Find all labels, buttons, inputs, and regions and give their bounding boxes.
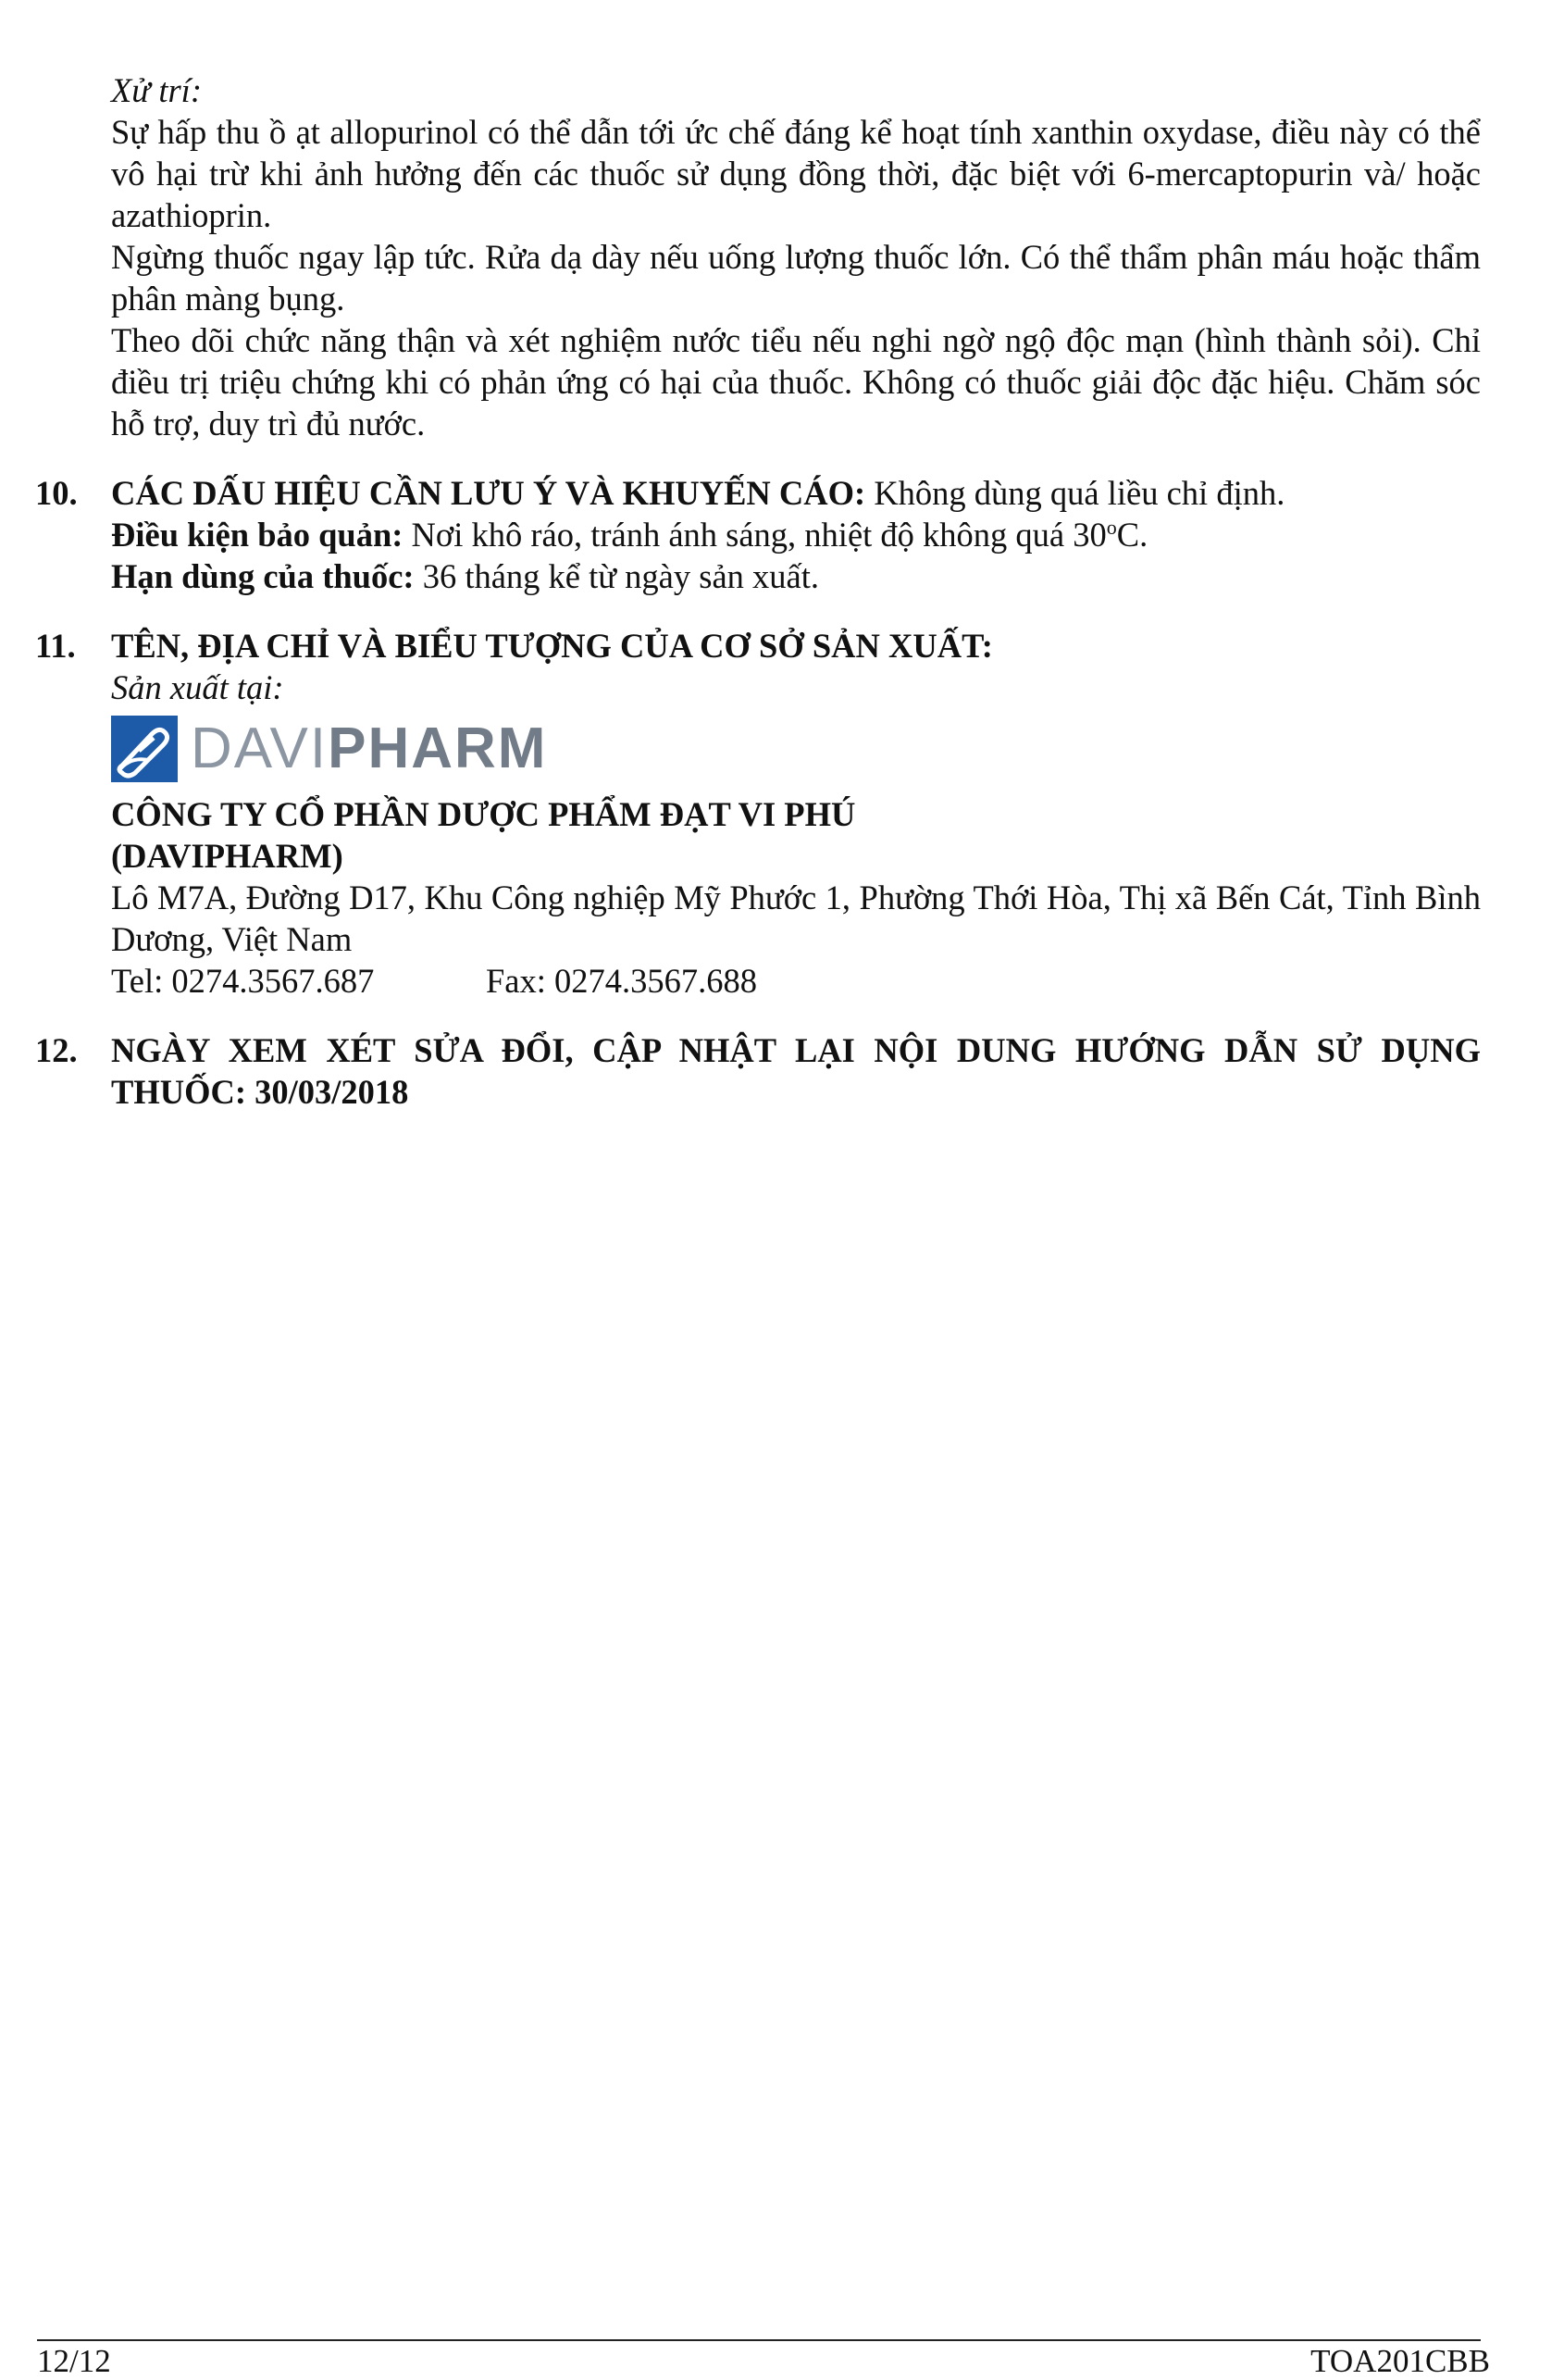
management-block <box>111 69 1481 444</box>
management-paragraph-1: Sự hấp thu ồ ạt allopurinol có thể dẫn tới ức chế đáng kể hoạt tính xanthin oxydase, điều này có thể vô hại trừ khi ảnh hưởng đến các thuốc sử dụng đồng thời, đặc biệt với 6-mercaptopurin và/ hoặc azathioprin. <box>111 113 1481 234</box>
logo-wordmark <box>191 716 547 782</box>
management-heading: Xử trí: <box>111 71 202 109</box>
capsule-icon <box>111 716 178 782</box>
section-title: NGÀY XEM XÉT SỬA ĐỔI, CẬP NHẬT LẠI NỘI DUNG HƯỚNG DẪN SỬ DỤNG THUỐC: 30/03/2018 <box>111 1031 1481 1111</box>
contact-line <box>111 960 1481 1002</box>
expiry-line <box>111 555 1481 597</box>
section-number: 11. <box>35 627 76 665</box>
made-at-label: Sản xuất tại: <box>111 668 284 706</box>
spacer <box>111 1002 1481 1029</box>
spacer <box>111 597 1481 625</box>
company-address: Lô M7A, Đường D17, Khu Công nghiệp Mỹ Phước 1, Phường Thới Hòa, Thị xã Bến Cát, Tỉnh Bình Dương, Việt Nam <box>111 878 1481 958</box>
section-number: 12. <box>35 1031 78 1069</box>
warnings-line <box>111 472 1481 514</box>
page-number: 12/12 <box>37 2343 111 2379</box>
spacer <box>111 444 1481 472</box>
document-body <box>35 69 1481 1113</box>
davipharm-logo <box>111 712 1481 786</box>
storage-text: Nơi khô ráo, tránh ánh sáng, nhiệt độ không quá 30 <box>403 516 1107 554</box>
company-short-name: (DAVIPHARM) <box>111 837 343 875</box>
section-10 <box>35 472 1481 597</box>
logo-mark-icon <box>111 716 178 782</box>
storage-end: C. <box>1116 516 1148 554</box>
expiry-text: 36 tháng kể từ ngày sản xuất. <box>414 557 819 595</box>
management-paragraph-3: Theo dõi chức năng thận và xét nghiệm nước tiểu nếu nghi ngờ ngộ độc mạn (hình thành sỏi). Chỉ điều trị triệu chứng khi có phản ứng có hại của thuốc. Không có thuốc giải độc đặc hiệu. Chăm sóc hỗ trợ, duy trì đủ nước. <box>111 321 1481 442</box>
management-paragraph-2: Ngừng thuốc ngay lập tức. Rửa dạ dày nếu uống lượng thuốc lớn. Có thể thẩm phân máu hoặc thẩm phân màng bụng. <box>111 238 1481 318</box>
section-12 <box>35 1029 1481 1113</box>
section-title: TÊN, ĐỊA CHỈ VÀ BIỂU TƯỢNG CỦA CƠ SỞ SẢN XUẤT: <box>111 627 993 665</box>
document-code: TOA201CBB <box>1310 2343 1490 2379</box>
storage-line <box>111 514 1481 555</box>
phone-number: Tel: 0274.3567.687 <box>111 962 375 1000</box>
company-name: CÔNG TY CỔ PHẦN DƯỢC PHẨM ĐẠT VI PHÚ <box>111 795 856 833</box>
fax-number: Fax: 0274.3567.688 <box>486 962 758 1000</box>
section-title: CÁC DẤU HIỆU CẦN LƯU Ý VÀ KHUYẾN CÁO: <box>111 474 866 512</box>
section-number: 10. <box>35 474 78 512</box>
warnings-text: Không dùng quá liều chỉ định. <box>865 474 1285 512</box>
storage-label: Điều kiện bảo quản: <box>111 516 403 554</box>
degree-sup: o <box>1106 515 1117 539</box>
section-11 <box>35 625 1481 1002</box>
footer-divider <box>37 2339 1481 2341</box>
logo-pharm: PHARM <box>328 716 548 780</box>
logo-davi: DAVI <box>191 716 329 780</box>
expiry-label: Hạn dùng của thuốc: <box>111 557 415 595</box>
